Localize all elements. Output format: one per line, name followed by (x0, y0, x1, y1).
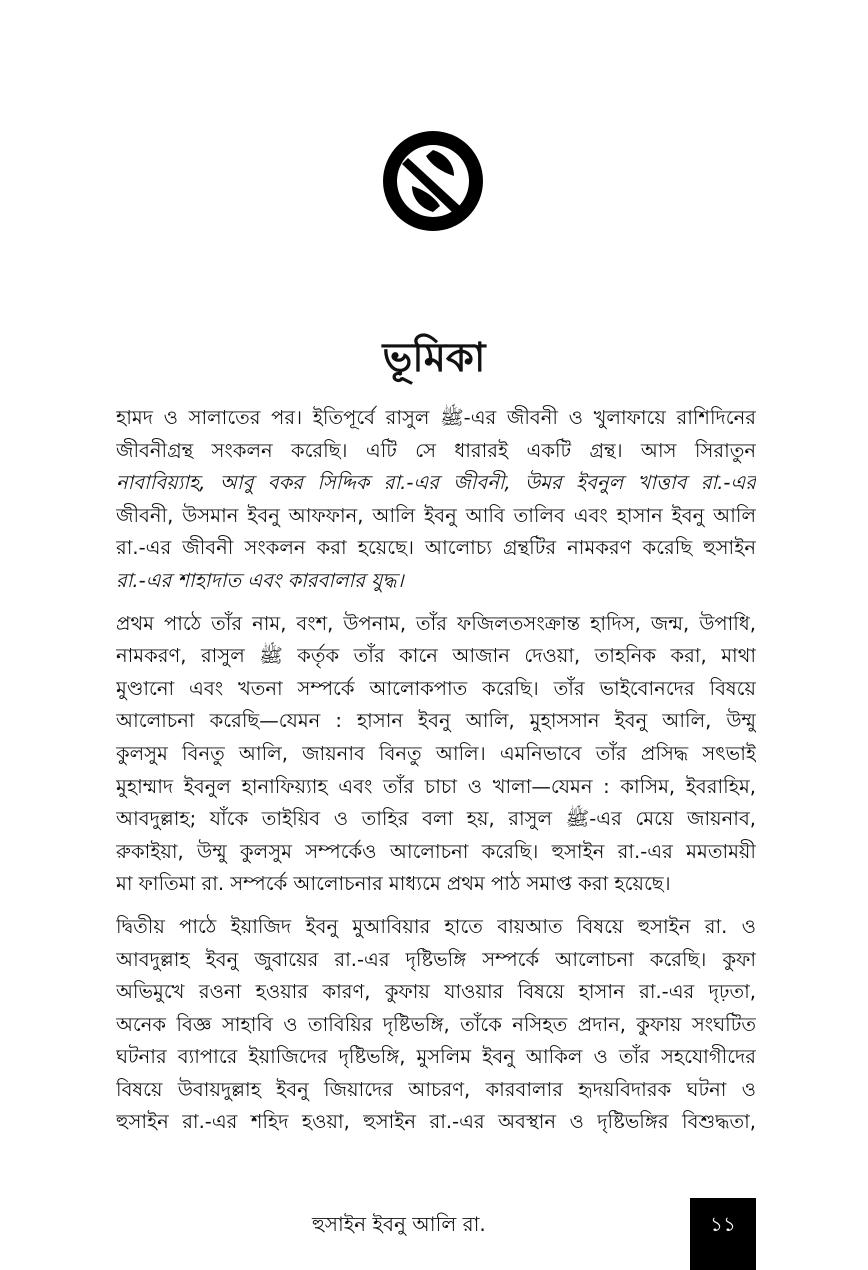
text-line: মা ফাতিমা রা. সম্পর্কে আলোচনার মাধ্যমে প্রথম পাঠ সমাপ্ত করা হয়েছে। (116, 872, 671, 896)
text-line: প্রথম পাঠে তাঁর নাম, বংশ, উপনাম, তাঁর ফজিলতসংক্রান্ত হাদিস, জন্ম, উপাধি, (116, 611, 756, 635)
body-text (116, 402, 756, 1149)
text-line: আবদুল্লাহ; যাঁকে তাইয়িব ও তাহির বলা হয়, রাসুল ﷺ-এর মেয়ে জায়নাব, (116, 807, 756, 831)
text-line: হুসাইন রা.-এর শহিদ হওয়া, হুসাইন রা.-এর অবস্থান ও দৃষ্টিভঙ্গির বিশুদ্ধতা, (116, 1110, 756, 1134)
text-line: নামকরণ, রাসুল ﷺ কর্তৃক তাঁর কানে আজান দেওয়া, তাহনিক করা, মাথা (116, 644, 756, 668)
running-footer-title: হুসাইন ইবনু আলি রা. (312, 1212, 486, 1236)
text-line: বিষয়ে উবায়দুল্লাহ ইবনু জিয়াদের আচরণ, কারবালার হৃদয়বিদারক ঘটনা ও (116, 1077, 756, 1101)
paragraph (116, 402, 756, 598)
text-line: আবদুল্লাহ ইবনু জুবায়ের রা.-এর দৃষ্টিভঙ্গি সম্পর্কে আলোচনা করেছি। কুফা (116, 947, 756, 971)
text-line: আলোচনা করেছি—যেমন : হাসান ইবনু আলি, মুহাসসান ইবনু আলি, উম্মু (116, 709, 756, 733)
page-number: ১১ (690, 1198, 756, 1270)
text-line: নাবাবিয়্যাহ, আবু বকর সিদ্দিক রা.-এর জীবনী, উমর ইবনুল খাত্তাব রা.-এর (116, 471, 756, 495)
text-line: জীবনীগ্রন্থ সংকলন করেছি। এটি সে ধারারই একটি গ্রন্থ। আস সিরাতুন (116, 438, 756, 462)
chapter-number-ornament (380, 128, 486, 234)
text-line: মুণ্ডানো এবং খতনা সম্পর্কে আলোকপাত করেছি। তাঁর ভাইবোনদের বিষয়ে (116, 676, 756, 700)
paragraph (116, 608, 756, 901)
text-line: হামদ ও সালাতের পর। ইতিপূর্বে রাসুল ﷺ-এর জীবনী ও খুলাফায়ে রাশিদিনের (116, 406, 756, 429)
text-line: রা.-এর শাহাদাত এবং কারবালার যুদ্ধ। (116, 568, 404, 592)
text-line: মুহাম্মাদ ইবনুল হানাফিয়্যাহ এবং তাঁর চাচা ও খালা—যেমন : কাসিম, ইবরাহিম, (116, 774, 756, 798)
text-line: ঘটনার ব্যাপারে ইয়াজিদের দৃষ্টিভঙ্গি, মুসলিম ইবনু আকিল ও তাঁর সহযোগীদের (116, 1045, 756, 1069)
page-title: ভূমিকা (382, 334, 486, 381)
paragraph (116, 911, 756, 1139)
text-line: দ্বিতীয় পাঠে ইয়াজিদ ইবনু মুআবিয়ার হাতে বায়আত বিষয়ে হুসাইন রা. ও (116, 914, 756, 938)
text-line: অভিমুখে রওনা হওয়ার কারণ, কুফায় যাওয়ার বিষয়ে হাসান রা.-এর দৃঢ়তা, (116, 980, 756, 1004)
text-line: রা.-এর জীবনী সংকলন করা হয়েছে। আলোচ্য গ্রন্থটির নামকরণ করেছি হুসাইন (116, 536, 756, 560)
text-line: কুলসুম বিনতু আলি, জায়নাব বিনতু আলি। এমনিভাবে তাঁর প্রসিদ্ধ সৎভাই (116, 741, 756, 765)
text-line: রুকাইয়া, উম্মু কুলসুম সম্পর্কেও আলোচনা করেছি। হুসাইন রা.-এর মমতাময়ী (116, 839, 756, 863)
text-line: অনেক বিজ্ঞ সাহাবি ও তাবিয়ির দৃষ্টিভঙ্গি, তাঁকে নসিহত প্রদান, কুফায় সংঘটিত (116, 1012, 756, 1036)
text-line: জীবনী, উসমান ইবনু আফফান, আলি ইবনু আবি তালিব এবং হাসান ইবনু আলি (116, 503, 756, 527)
